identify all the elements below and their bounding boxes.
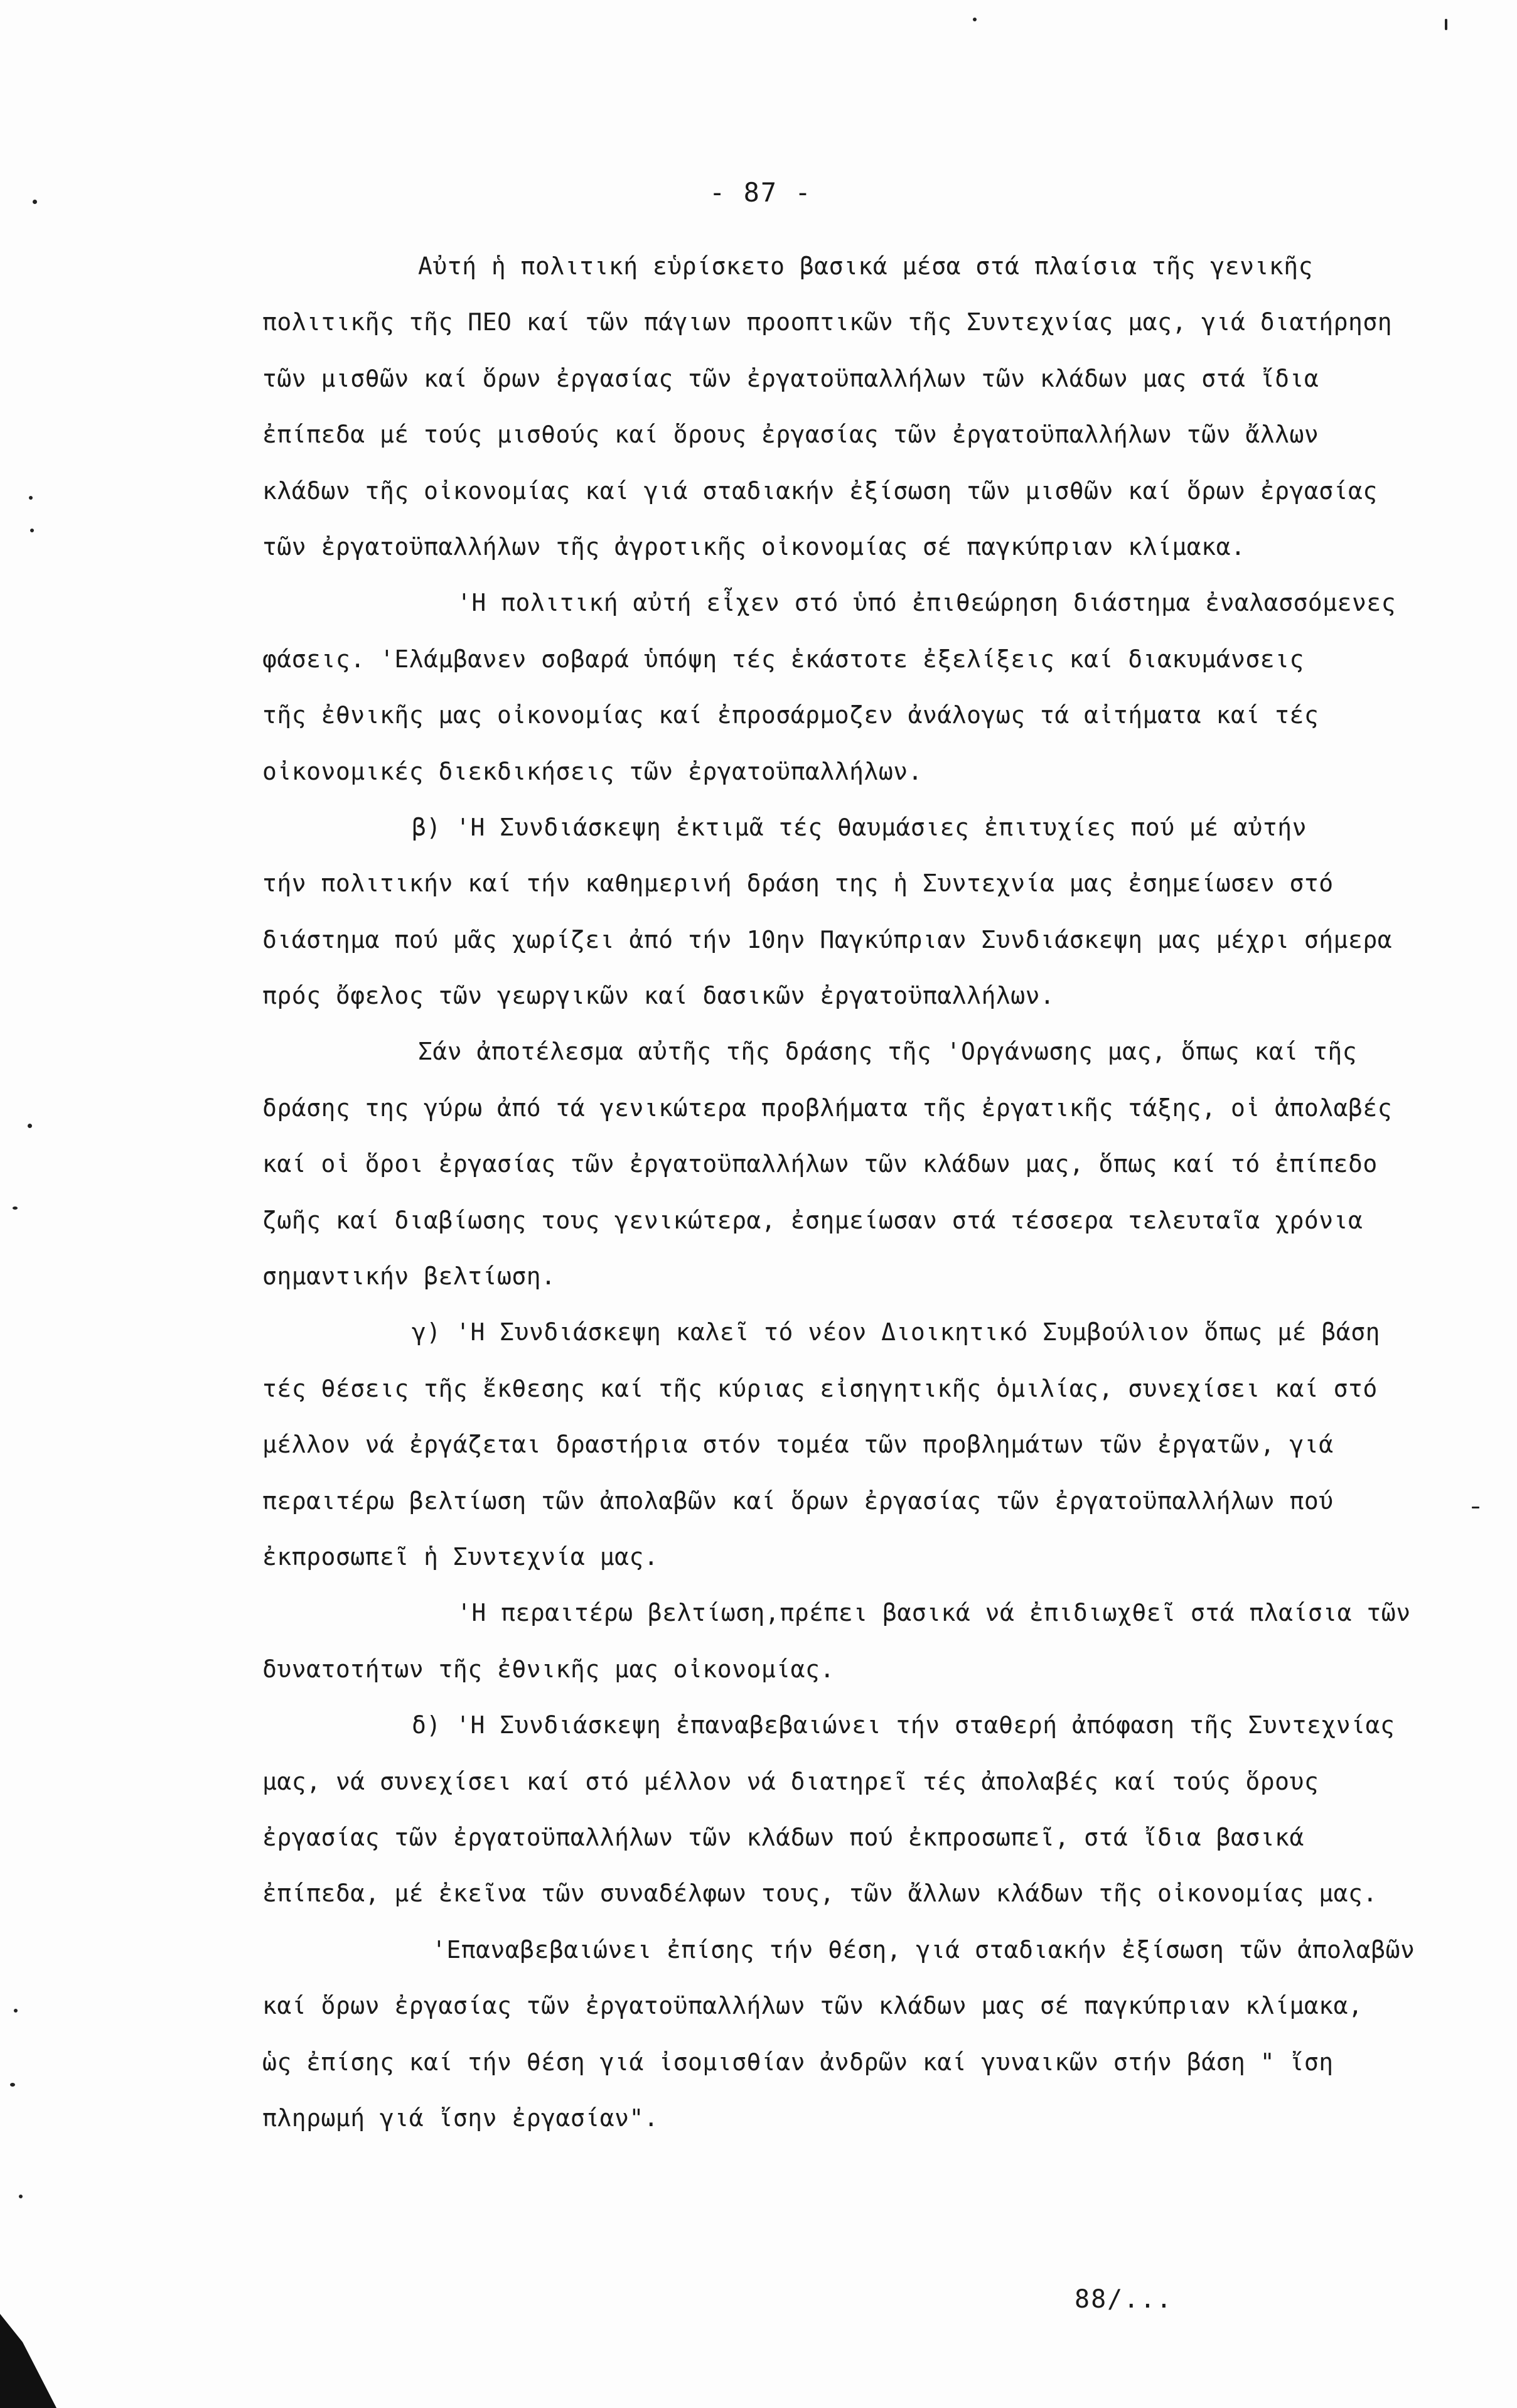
scan-speck xyxy=(14,2009,18,2013)
scan-speck xyxy=(29,496,33,500)
text-line: γ) 'Η Συνδιάσκεψη καλεῖ τό νέον Διοικητικό Συμβούλιον ὅπως μέ βάση xyxy=(412,1318,1380,1346)
text-line: β) 'Η Συνδιάσκεψη ἐκτιμᾶ τές θαυμάσιες ἐπιτυχίες πού μέ αὐτήν xyxy=(412,813,1307,841)
continuation-marker: 88/... xyxy=(1075,2285,1173,2314)
text-line: τῆς ἐθνικῆς μας οἰκονομίας καί ἐπροσάρμοζεν ἀνάλογως τά αἰτήματα καί τές xyxy=(262,701,1319,729)
text-line: τῶν ἐργατοϋπαλλήλων τῆς ἀγροτικῆς οἰκονομίας σέ παγκύπριαν κλίμακα. xyxy=(262,532,1246,561)
text-line: 'Η πολιτική αὐτή εἶχεν στό ὑπό ἐπιθεώρηση διάστημα ἐναλασσόμενες xyxy=(457,589,1396,617)
text-line: ἐργασίας τῶν ἐργατοϋπαλλήλων τῶν κλάδων πού ἐκπροσωπεῖ, στά ἴδια βασικά xyxy=(262,1823,1304,1851)
text-line: ζωῆς καί διαβίωσης τους γενικώτερα, ἐσημείωσαν στά τέσσερα τελευταῖα χρόνια xyxy=(262,1206,1363,1234)
text-line: οἰκονομικές διεκδικήσεις τῶν ἐργατοϋπαλλήλων. xyxy=(262,757,923,785)
text-line: καί οἱ ὅροι ἐργασίας τῶν ἐργατοϋπαλλήλων τῶν κλάδων μας, ὅπως καί τό ἐπίπεδο xyxy=(262,1150,1378,1178)
text-line: τές θέσεις τῆς ἔκθεσης καί τῆς κύριας εἰσηγητικῆς ὁμιλίας, συνεχίσει καί στό xyxy=(262,1374,1378,1402)
page-number: - 87 - xyxy=(709,177,812,208)
text-line: διάστημα πού μᾶς χωρίζει ἀπό τήν 10ην Παγκύπριαν Συνδιάσκεψη μας μέχρι σήμερα xyxy=(262,925,1393,954)
text-line: κλάδων τῆς οἰκονομίας καί γιά σταδιακήν ἐξίσωση τῶν μισθῶν καί ὅρων ἐργασίας xyxy=(262,476,1378,505)
text-line: δράσης της γύρω ἀπό τά γενικώτερα προβλήματα τῆς ἐργατικῆς τάξης, οἱ ἀπολαβές xyxy=(262,1094,1393,1122)
text-line: τῶν μισθῶν καί ὅρων ἐργασίας τῶν ἐργατοϋπαλλήλων τῶν κλάδων μας στά ἴδια xyxy=(262,364,1319,392)
scan-speck xyxy=(30,529,34,532)
scan-speck xyxy=(1445,19,1447,30)
scan-speck xyxy=(28,1124,32,1128)
text-line: 'Η περαιτέρω βελτίωση,πρέπει βασικά νά ἐπιδιωχθεῖ στά πλαίσια τῶν xyxy=(457,1599,1411,1627)
text-line: πρός ὄφελος τῶν γεωργικῶν καί δασικῶν ἐργατοϋπαλλήλων. xyxy=(262,982,1055,1010)
scan-speck xyxy=(19,2195,23,2198)
scan-speck xyxy=(973,18,977,21)
text-line: ἐκπροσωπεῖ ἡ Συντεχνία μας. xyxy=(262,1542,659,1571)
text-line: τήν πολιτικήν καί τήν καθημερινή δράση της ἡ Συντεχνία μας ἐσημείωσεν στό xyxy=(262,869,1334,898)
scan-speck xyxy=(33,200,37,204)
text-line: πολιτικῆς τῆς ΠΕΟ καί τῶν πάγιων προοπτικῶν τῆς Συντεχνίας μας, γιά διατήρηση xyxy=(262,308,1393,336)
text-line: μας, νά συνεχίσει καί στό μέλλον νά διατηρεῖ τές ἀπολαβές καί τούς ὅρους xyxy=(262,1767,1319,1795)
text-line: Αὐτή ἡ πολιτική εὑρίσκετο βασικά μέσα στά πλαίσια τῆς γενικῆς xyxy=(418,252,1314,280)
scan-speck xyxy=(13,1207,18,1210)
text-line: φάσεις. 'Ελάμβανεν σοβαρά ὑπόψη τές ἑκάστοτε ἐξελίξεις καί διακυμάνσεις xyxy=(262,645,1304,673)
text-line: ὡς ἐπίσης καί τήν θέση γιά ἰσομισθίαν ἀνδρῶν καί γυναικῶν στήν βάση " ἴση xyxy=(262,2048,1334,2076)
text-line: ἐπίπεδα μέ τούς μισθούς καί ὅρους ἐργασίας τῶν ἐργατοϋπαλλήλων τῶν ἄλλων xyxy=(262,421,1319,449)
text-line: μέλλον νά ἐργάζεται δραστήρια στόν τομέα τῶν προβλημάτων τῶν ἐργατῶν, γιά xyxy=(262,1431,1334,1459)
text-line: καί ὅρων ἐργασίας τῶν ἐργατοϋπαλλήλων τῶν κλάδων μας σέ παγκύπριαν κλίμακα, xyxy=(262,1992,1363,2020)
scan-speck xyxy=(1472,1507,1479,1508)
text-line: περαιτέρω βελτίωση τῶν ἀπολαβῶν καί ὅρων ἐργασίας τῶν ἐργατοϋπαλλήλων πού xyxy=(262,1486,1334,1515)
text-line: πληρωμή γιά ἴσην ἐργασίαν". xyxy=(262,2104,659,2132)
text-line: δυνατοτήτων τῆς ἐθνικῆς μας οἰκονομίας. xyxy=(262,1655,835,1683)
text-line: δ) 'Η Συνδιάσκεψη ἐπαναβεβαιώνει τήν σταθερή ἀπόφαση τῆς Συντεχνίας xyxy=(412,1711,1395,1739)
scan-speck xyxy=(10,2083,15,2087)
text-line: σημαντικήν βελτίωση. xyxy=(262,1262,556,1291)
text-line: Σάν ἀποτέλεσμα αὐτῆς τῆς δράσης τῆς 'Οργάνωσης μας, ὅπως καί τῆς xyxy=(418,1038,1358,1066)
body-text xyxy=(262,239,1474,2146)
scan-corner-shadow xyxy=(0,2314,56,2408)
text-line: 'Επαναβεβαιώνει ἐπίσης τήν θέση, γιά σταδιακήν ἐξίσωση τῶν ἀπολαβῶν xyxy=(432,1935,1415,1964)
text-line: ἐπίπεδα, μέ ἐκεῖνα τῶν συναδέλφων τους, τῶν ἄλλων κλάδων τῆς οἰκονομίας μας. xyxy=(262,1879,1378,1908)
